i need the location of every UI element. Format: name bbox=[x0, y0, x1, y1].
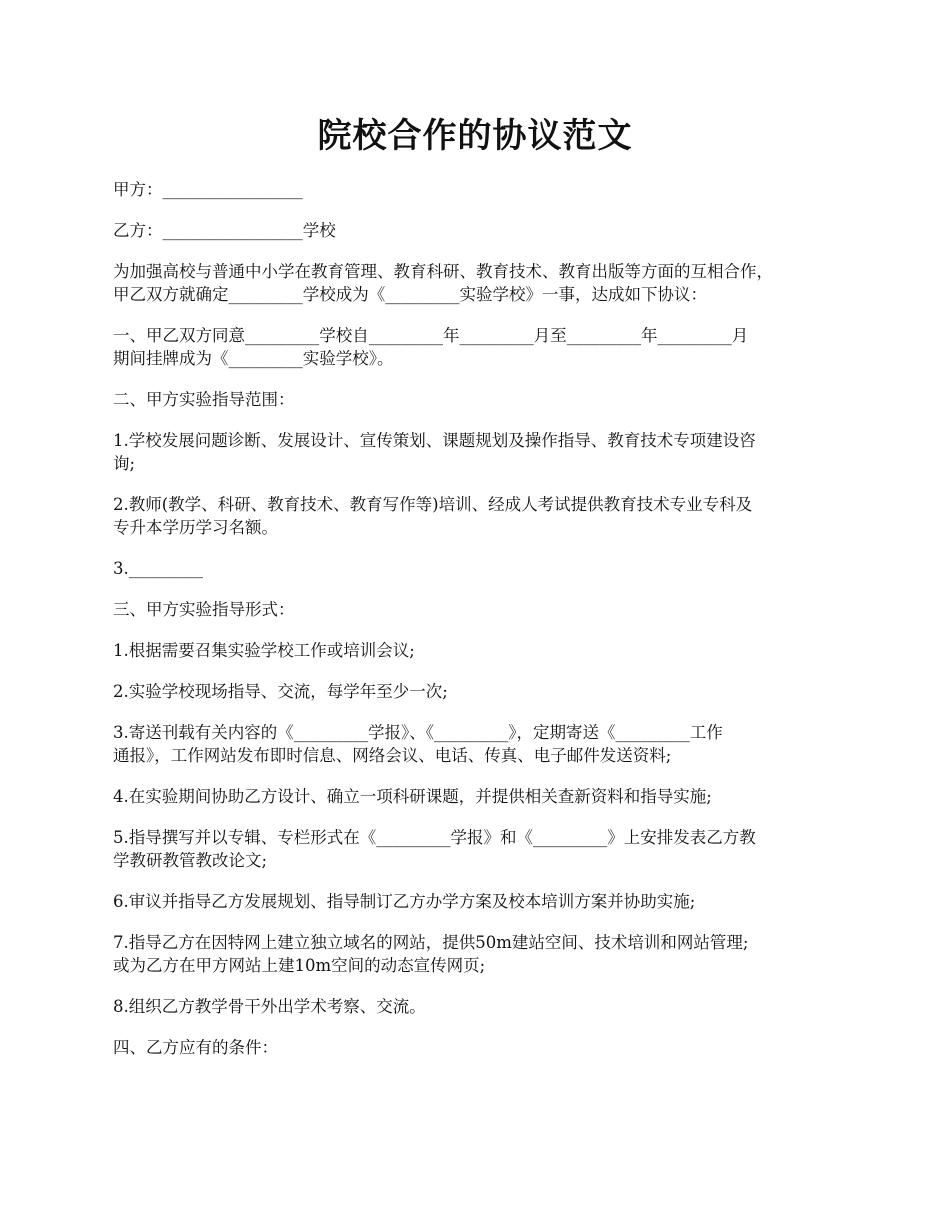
intro-paragraph: 为加强高校与普通中小学在教育管理、教育科研、教育技术、教育出版等方面的互相合作， 甲乙双方就确定_________学校成为《_________实验学校》一事，达成如下协议： bbox=[113, 262, 773, 304]
list-item: 1.根据需要召集实验学校工作或培训会议; bbox=[113, 641, 415, 660]
document-title: 院校合作的协议范文 bbox=[317, 116, 633, 156]
list-item: 3.寄送刊载有关内容的《_________学报》、《_________》，定期寄送《_________工作 通报》，工作网站发布即时信息、网络会议、电话、传真、电子邮件发送资料; bbox=[113, 723, 723, 765]
list-item: 8.组织乙方教学骨干外出学术考察、交流。 bbox=[113, 997, 426, 1016]
section-heading-2: 二、甲方实验指导范围： bbox=[113, 390, 295, 409]
list-item: 3._________ bbox=[113, 559, 203, 578]
document-body bbox=[113, 178, 843, 1077]
list-item: 7.指导乙方在因特网上建立独立域名的网站，提供50m建站空间、技术培训和网站管理; 或为乙方在甲方网站上建10m空间的动态宣传网页; bbox=[113, 933, 749, 975]
list-item: 6.审议并指导乙方发展规划、指导制订乙方办学方案及校本培训方案并协助实施; bbox=[113, 892, 696, 911]
section-heading-3: 三、甲方实验指导形式： bbox=[113, 600, 295, 619]
list-item: 4.在实验期间协助乙方设计、确立一项科研课题，并提供相关查新资料和指导实施; bbox=[113, 787, 712, 806]
list-item: 5.指导撰写并以专辑、专栏形式在《_________学报》和《_________》上安排发表乙方教 学教研教管教改论文; bbox=[113, 828, 756, 870]
list-item: 2.教师(教学、科研、教育技术、教育写作等)培训、经成人考试提供教育技术专业专科及 专升本学历学习名额。 bbox=[113, 495, 753, 537]
party-b-line: 乙方：_________________学校 bbox=[113, 221, 336, 240]
list-item: 2.实验学校现场指导、交流，每学年至少一次; bbox=[113, 682, 448, 701]
list-item: 1.学校发展问题诊断、发展设计、宣传策划、课题规划及操作指导、教育技术专项建设咨 询; bbox=[113, 431, 756, 473]
section-heading-4: 四、乙方应有的条件： bbox=[113, 1038, 278, 1057]
clause-1: 一、甲乙双方同意_________学校自_________年_________月至_________年_________月 期间挂牌成为《_________实验学校》。 bbox=[113, 326, 749, 368]
party-a-line: 甲方：_________________ bbox=[113, 180, 303, 199]
